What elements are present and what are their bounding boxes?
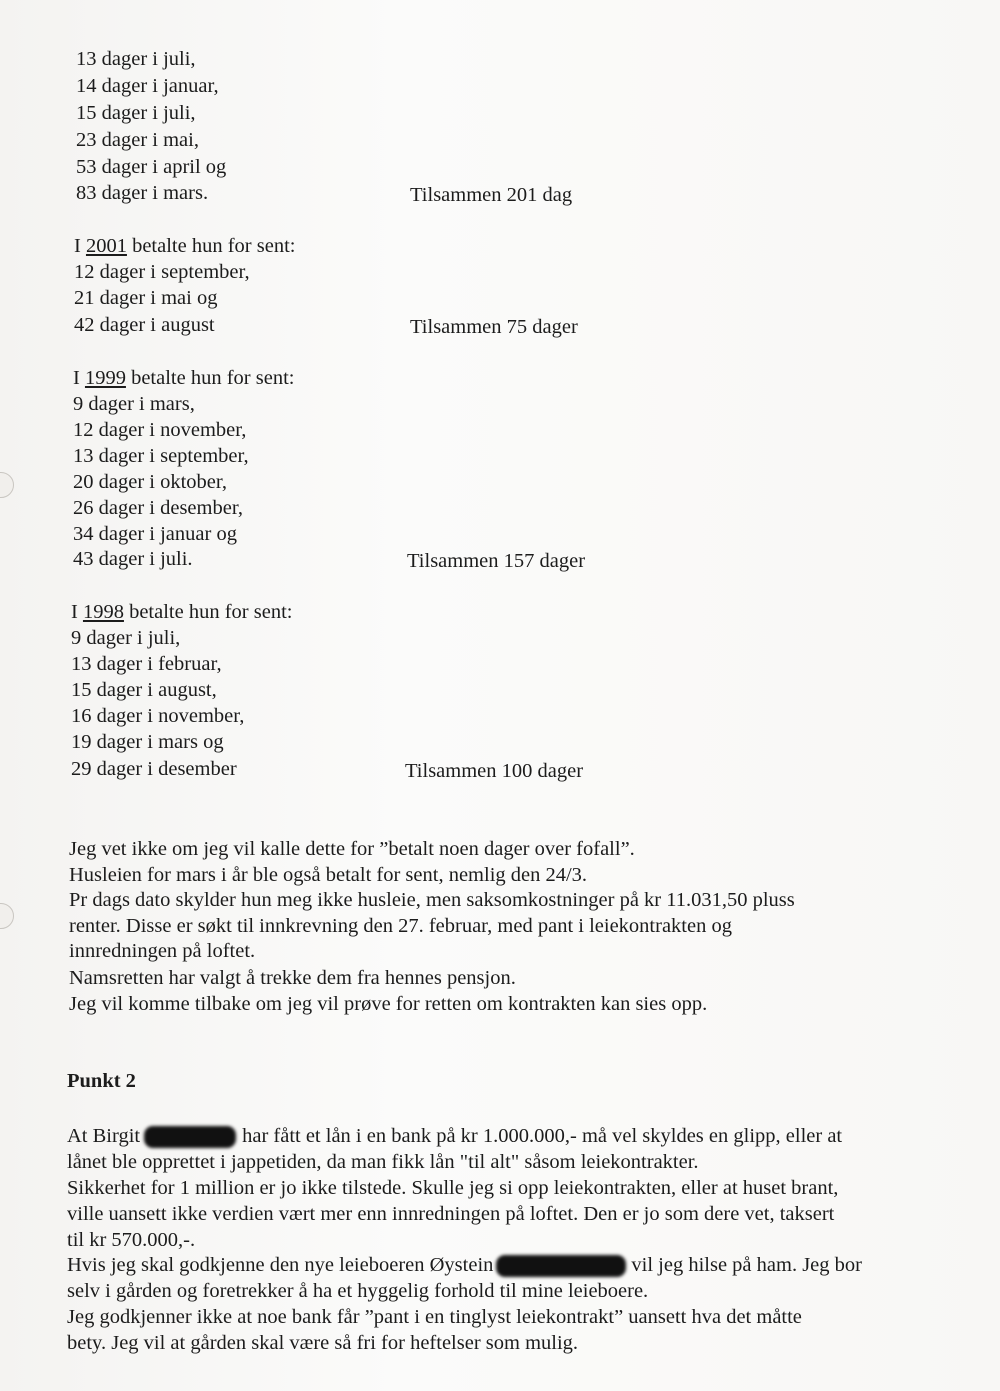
list-item: 29 dager i desember <box>71 758 237 780</box>
list-item: 13 dager i september, <box>73 445 249 467</box>
list-item: 23 dager i mai, <box>76 129 199 151</box>
list-item: 83 dager i mars. <box>76 182 209 204</box>
list-item: 21 dager i mai og <box>74 287 218 309</box>
section-heading-2001: I 2001 betalte hun for sent: <box>74 235 296 257</box>
section-heading-1998: I 1998 betalte hun for sent: <box>71 601 293 623</box>
list-item: 12 dager i september, <box>74 261 250 283</box>
list-item: 42 dager i august <box>74 314 215 336</box>
list-item: 20 dager i oktober, <box>73 471 228 493</box>
list-item: 15 dager i juli, <box>76 102 196 124</box>
paragraph-line: renter. Disse er søkt til innkrevning den 27. februar, med pant i leiekontrakten og <box>69 915 732 937</box>
section-heading-1999: I 1999 betalte hun for sent: <box>73 367 295 389</box>
paragraph-line: bety. Jeg vil at gården skal være så fri for heftelser som mulig. <box>67 1332 579 1354</box>
punch-hole <box>0 472 14 498</box>
list-item: 53 dager i april og <box>76 156 227 178</box>
total-2001: Tilsammen 75 dager <box>410 316 578 338</box>
paragraph-line: lånet ble opprettet i jappetiden, da man fikk lån "til alt" såsom leiekontrakter. <box>67 1151 699 1173</box>
paragraph-line: Sikkerhet for 1 million er jo ikke tilstede. Skulle jeg si opp leiekontrakten, eller at huset brant, <box>67 1177 839 1199</box>
list-item: 15 dager i august, <box>71 679 217 701</box>
list-item: 34 dager i januar og <box>73 523 237 545</box>
list-item: 9 dager i juli, <box>71 627 181 649</box>
paragraph-line: ville uansett ikke verdien vært mer enn innredningen på loftet. Den er jo som dere vet, taksert <box>67 1203 835 1225</box>
total-1998: Tilsammen 100 dager <box>405 760 584 782</box>
redaction-mark <box>496 1255 626 1277</box>
total-1999: Tilsammen 157 dager <box>407 550 586 572</box>
paragraph-line: Pr dags dato skylder hun meg ikke husleie, men saksomkostninger på kr 11.031,50 pluss <box>69 889 795 911</box>
list-item: 13 dager i februar, <box>71 653 222 675</box>
paragraph-line: til kr 570.000,-. <box>67 1229 196 1251</box>
list-item: 9 dager i mars, <box>73 393 195 415</box>
paragraph-line: Namsretten har valgt å trekke dem fra hennes pensjon. <box>69 967 516 989</box>
list-item: 43 dager i juli. <box>73 548 193 570</box>
section-heading-punkt-2: Punkt 2 <box>67 1070 136 1092</box>
list-item: 13 dager i juli, <box>76 48 196 70</box>
paragraph-line: Husleien for mars i år ble også betalt for sent, nemlig den 24/3. <box>69 864 588 886</box>
punch-hole <box>0 903 14 929</box>
list-item: 16 dager i november, <box>71 705 245 727</box>
paragraph-line: Jeg vet ikke om jeg vil kalle dette for ”betalt noen dager over fofall”. <box>69 838 635 860</box>
list-item: 14 dager i januar, <box>76 75 219 97</box>
total-2002: Tilsammen 201 dag <box>410 184 573 206</box>
paragraph-line: At Birgit har fått et lån i en bank på kr 1.000.000,- må vel skyldes en glipp, eller at <box>67 1125 843 1147</box>
list-item: 12 dager i november, <box>73 419 247 441</box>
paragraph-line: Hvis jeg skal godkjenne den nye leieboeren Øystein vil jeg hilse på ham. Jeg bor <box>67 1254 862 1276</box>
paragraph-line: selv i gården og foretrekker å ha et hyggelig forhold til mine leieboere. <box>67 1280 649 1302</box>
redaction-mark <box>144 1126 236 1148</box>
paragraph-line: innredningen på loftet. <box>69 940 256 962</box>
paragraph-line: Jeg godkjenner ikke at noe bank får ”pant i en tinglyst leiekontrakt” uansett hva det måtte <box>67 1306 802 1328</box>
paragraph-line: Jeg vil komme tilbake om jeg vil prøve for retten om kontrakten kan sies opp. <box>69 993 708 1015</box>
list-item: 26 dager i desember, <box>73 497 243 519</box>
list-item: 19 dager i mars og <box>71 731 224 753</box>
